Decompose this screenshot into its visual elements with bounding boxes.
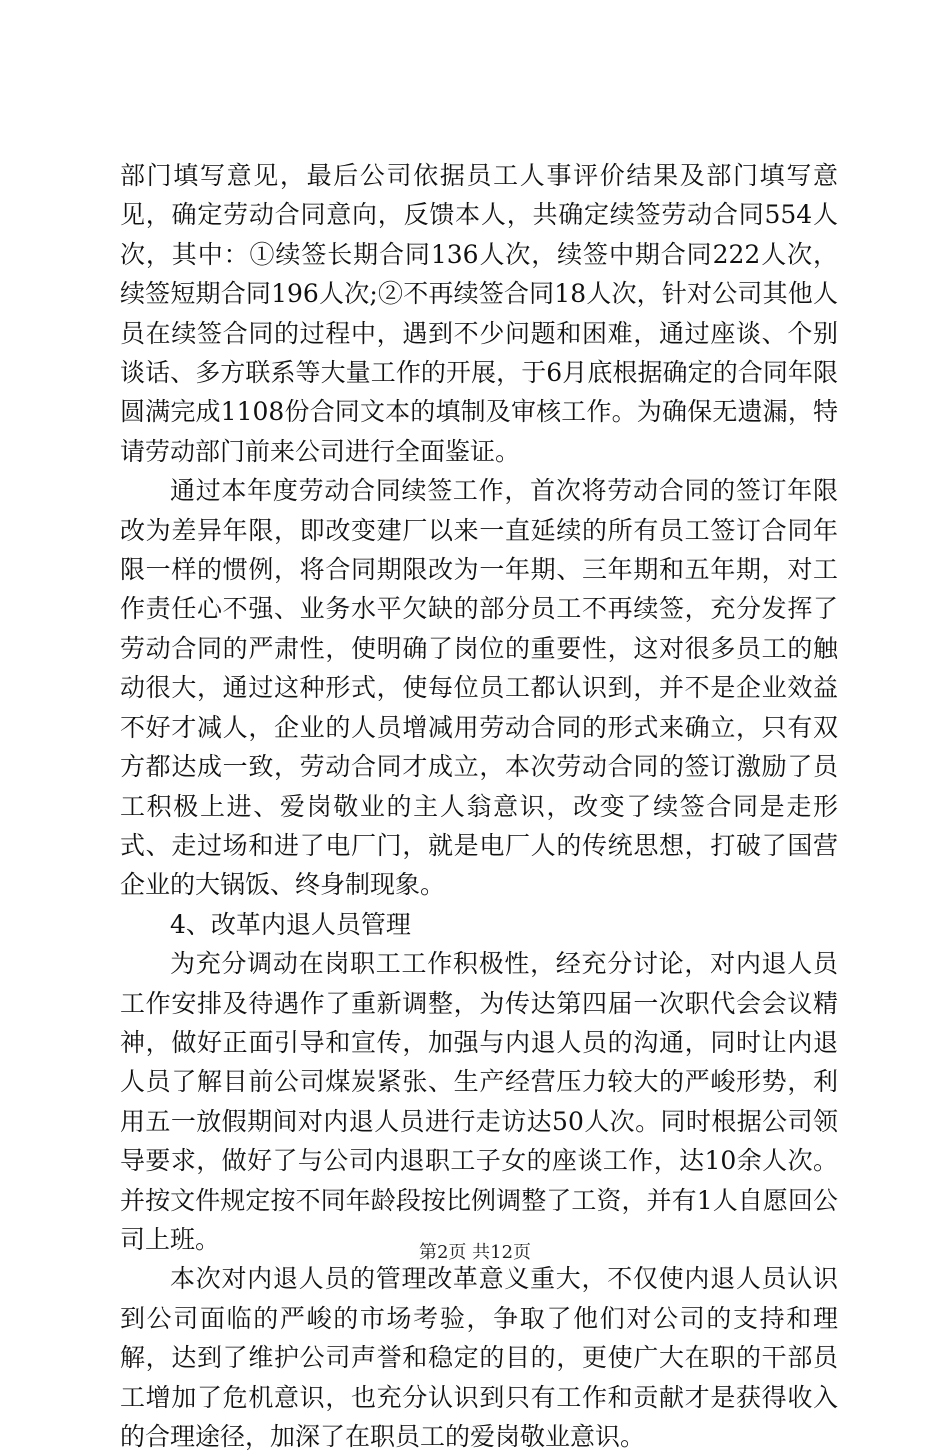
paragraph-contract-renewal-summary: 部门填写意见，最后公司依据员工人事评价结果及部门填写意见，确定劳动合同意向，反馈本人，共确定续签劳动合同554人次，其中：①续签长期合同136人次，续签中期合同222人次，续签短期合同196人次;②不再续签合同18人次，针对公司其他人员在续签合同的过程中，遇到不少问题和困难，通过座谈、个别谈话、多方联系等大量工作的开展，于6月底根据确定的合同年限圆满完成1108份合同文本的填制及审核工作。为确保无遗漏，特请劳动部门前来公司进行全面鉴证。 [120,161,838,466]
paragraph-retiree-adjustment: 为充分调动在岗职工工作积极性，经充分讨论，对内退人员工作安排及待遇作了重新调整，为传达第四届一次职代会会议精神，做好正面引导和宣传，加强与内退人员的沟通，同时让内退人员了解目前公司煤炭紧张、生产经营压力较大的严峻形势，利用五一放假期间对内退人员进行走访达50人次。同时根据公司领导要求，做好了与公司内退职工子女的座谈工作，达10余人次。并按文件规定按不同年龄段按比例调整了工资，并有1人自愿回公司上班。 [120,949,838,1254]
page-number-footer: 第2页 共12页 [418,1242,532,1263]
paragraph-contract-reform-effects: 通过本年度劳动合同续签工作，首次将劳动合同的签订年限改为差异年限，即改变建厂以来一直延续的所有员工签订合同年限一样的惯例，将合同期限改为一年期、三年期和五年期，对工作责任心不强、业务水平欠缺的部分员工不再续签，充分发挥了劳动合同的严肃性，使明确了岗位的重要性，这对很多员工的触动很大，通过这种形式，使每位员工都认识到，并不是企业效益不好才减人，企业的人员增减用劳动合同的形式来确立，只有双方都达成一致，劳动合同才成立，本次劳动合同的签订激励了员工积极上进、爱岗敬业的主人翁意识，改变了续签合同是走形式、走过场和进了电厂门，就是电厂人的传统思想，打破了国营企业的大锅饭、终身制现象。 [120,476,838,900]
section-heading-retiree-management: 4、改革内退人员管理 [170,909,411,939]
paragraph-retiree-reform-significance: 本次对内退人员的管理改革意义重大，不仅使内退人员认识到公司面临的严峻的市场考验，争取了他们对公司的支持和理解，达到了维护公司声誉和稳定的目的，更使广大在职的干部员工增加了危机意识，也充分认识到只有工作和贡献才是获得收入的合理途径，加深了在职员工的爱岗敬业意识。 [120,1264,838,1451]
